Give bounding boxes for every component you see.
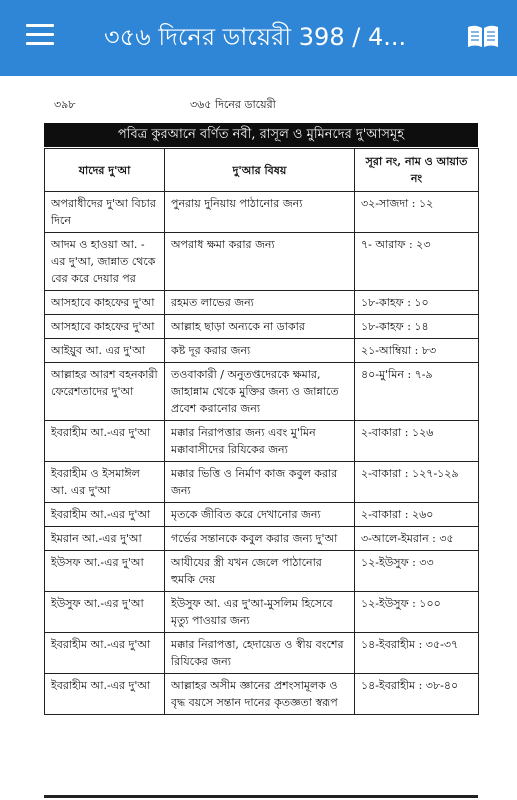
column-header-topic: দু'আর বিষয়: [165, 149, 355, 192]
cell-ref: ১২-ইউসুফ : ১০০: [355, 592, 479, 633]
cell-who: ইবরাহীম ও ইসমাঈল আ. এর দু'আ: [45, 462, 165, 503]
cell-topic: রহমত লাভের জন্য: [165, 291, 355, 315]
menu-button[interactable]: [26, 24, 54, 46]
column-header-ref: সূরা নং, নাম ও আয়াত নং: [355, 149, 479, 192]
hamburger-menu-icon-bar: [26, 33, 54, 36]
cell-who: আদম ও হাওয়া আ. - এর দু'আ, জান্নাত থেকে বের করে দেয়ার পর: [45, 233, 165, 291]
table-row: [45, 339, 479, 363]
table-row: [45, 592, 479, 633]
cell-ref: ১৪-ইবরাহীম : ৩৮-৪০: [355, 674, 479, 715]
cell-who: আল্লাহর আরশ বহনকারী ফেরেশতাদের দু'আ: [45, 363, 165, 421]
cell-ref: ৩২-সাজদা : ১২: [355, 192, 479, 233]
cell-topic: আল্লাহর অসীম জ্ঞানের প্রশংসামূলক ও বৃদ্ধ বয়সে সন্তান দানের কৃতজ্ঞতা স্বরূপ: [165, 674, 355, 715]
table-row: [45, 291, 479, 315]
section-banner: পবিত্র কুরআনে বর্ণিত নবী, রাসূল ও মুমিনদের দু'আসমূহ: [44, 123, 478, 147]
table-row: [45, 421, 479, 462]
dua-table: [44, 148, 479, 715]
cell-topic: মৃতকে জীবিত করে দেখানোর জন্য: [165, 503, 355, 527]
cell-who: ইবরাহীম আ.-এর দু'আ: [45, 633, 165, 674]
cell-who: আইয়ুব আ. এর দু'আ: [45, 339, 165, 363]
hamburger-menu-icon: [26, 24, 54, 27]
cell-who: আসহাবে কাহফের দু'আ: [45, 291, 165, 315]
table-row: [45, 551, 479, 592]
cell-who: ইউসুফ আ.-এর দু'আ: [45, 592, 165, 633]
cell-who: অপরাধীদের দু'আ বিচার দিনে: [45, 192, 165, 233]
cell-ref: ৪০-মু'মিন : ৭-৯: [355, 363, 479, 421]
open-book-icon: [466, 23, 500, 51]
cell-who: আসহাবে কাহফের দু'আ: [45, 315, 165, 339]
table-row: [45, 192, 479, 233]
table-row: [45, 633, 479, 674]
table-row: [45, 363, 479, 421]
cell-ref: ২-বাকারা : ২৬০: [355, 503, 479, 527]
table-row: [45, 527, 479, 551]
cell-ref: ২-বাকারা : ১২৬: [355, 421, 479, 462]
cell-who: ইবরাহীম আ.-এর দু'আ: [45, 674, 165, 715]
cell-who: ইবরাহীম আ.-এর দু'আ: [45, 421, 165, 462]
cell-ref: ১৮-কাহফ : ১৪: [355, 315, 479, 339]
cell-topic: মক্কার ভিত্তি ও নির্মাণ কাজ কবুল করার জন্য: [165, 462, 355, 503]
cell-ref: ৩-আলে-ইমরান : ৩৫: [355, 527, 479, 551]
table-row: [45, 503, 479, 527]
app-title: ৩৫৬ দিনের ডায়েরী 398 / 4...: [104, 23, 407, 51]
cell-topic: মক্কার নিরাপত্তার জন্য এবং মু'মিন মক্কাবাসীদের রিযিকের জন্য: [165, 421, 355, 462]
cell-who: ইবরাহীম আ.-এর দু'আ: [45, 503, 165, 527]
cell-ref: ২১-আম্বিয়া : ৮৩: [355, 339, 479, 363]
book-button[interactable]: [466, 23, 500, 51]
page-number: ৩৯৮: [54, 98, 76, 111]
app-bar: [0, 0, 517, 76]
cell-ref: ৭- আরাফ : ২৩: [355, 233, 479, 291]
page-bottom-border: [44, 795, 478, 798]
cell-ref: ১২-ইউসুফ : ৩৩: [355, 551, 479, 592]
table-row: [45, 674, 479, 715]
cell-who: ইমরান আ.-এর দু'আ: [45, 527, 165, 551]
cell-ref: ১৮-কাহফ : ১০: [355, 291, 479, 315]
hamburger-menu-icon-bar: [26, 42, 54, 45]
table-row: [45, 462, 479, 503]
cell-topic: তওবাকারী / অনুতপ্তদেরকে ক্ষমার, জাহান্নাম থেকে মুক্তির জন্য ও জান্নাতে প্রবেশ করানোর জন্য: [165, 363, 355, 421]
cell-topic: পুনরায় দুনিয়ায় পাঠানোর জন্য: [165, 192, 355, 233]
book-page: [0, 76, 517, 800]
cell-ref: ১৪-ইবরাহীম : ৩৫-৩৭: [355, 633, 479, 674]
cell-topic: কষ্ট দূর করার জন্য: [165, 339, 355, 363]
page-header: ৩৬৫ দিনের ডায়েরী: [190, 98, 276, 111]
cell-topic: ইউসুফ আ. এর দু'আ-মুসলিম হিসেবে মৃত্যু পাওয়ার জন্য: [165, 592, 355, 633]
column-header-who: যাদের দু'আ: [45, 149, 165, 192]
table-row: [45, 315, 479, 339]
cell-topic: গর্ভের সন্তানকে কবুল করার জন্য দু'আ: [165, 527, 355, 551]
cell-topic: আযীযের স্ত্রী যখন জেলে পাঠানোর হুমকি দেয়: [165, 551, 355, 592]
cell-ref: ২-বাকারা : ১২৭-১২৯: [355, 462, 479, 503]
cell-topic: মক্কার নিরাপত্তা, হেদায়েত ও স্বীয় বংশের রিযিকের জন্য: [165, 633, 355, 674]
cell-who: ইউসফ আ.-এর দু'আ: [45, 551, 165, 592]
cell-topic: আল্লাহ ছাড়া অন্যকে না ডাকার: [165, 315, 355, 339]
table-row: [45, 233, 479, 291]
table-header-row: [45, 149, 479, 192]
cell-topic: অপরাধ ক্ষমা করার জন্য: [165, 233, 355, 291]
